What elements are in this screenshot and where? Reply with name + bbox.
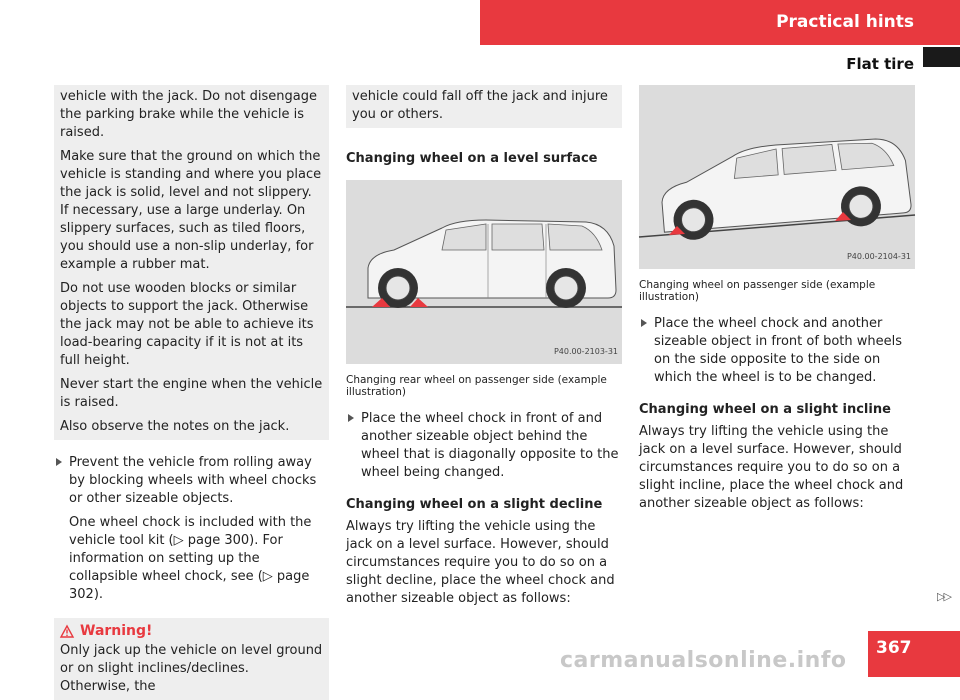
decline-text: Always try lifting the vehicle using the jack on a level surface. However, should circumstances require you to do so on a slight decline, place the wheel chock and another sizeable object as follows: xyxy=(346,519,615,606)
continued-next-page-icon: ▷▷ xyxy=(937,590,950,603)
step-place-chock-slope xyxy=(639,315,915,387)
warning-title: Warning! xyxy=(80,623,153,639)
car-slope-illustration xyxy=(639,85,915,269)
bullet-arrow-icon xyxy=(348,414,354,422)
step-prevent-rolling xyxy=(54,454,329,604)
figure-code: P40.00-2104-31 xyxy=(846,252,911,261)
safety-notice-box xyxy=(54,85,329,440)
warning-triangle-icon xyxy=(60,625,74,638)
incline-text: Always try lifting the vehicle using the jack on a level surface. However, should circumstances require you to do so on a slight incline, place the wheel chock and another sizeable object as follows: xyxy=(639,424,904,511)
warning-box xyxy=(54,618,329,700)
notice-paragraph: Also observe the notes on the jack. xyxy=(60,419,290,434)
heading-slight-incline: Changing wheel on a slight incline xyxy=(639,402,891,417)
heading-level-surface: Changing wheel on a level surface xyxy=(346,151,598,166)
figure-caption: Changing rear wheel on passenger side (example illustration) xyxy=(346,374,607,398)
watermark: carmanualsonline.info xyxy=(560,648,847,673)
step-place-chock-level xyxy=(346,410,622,482)
figure-level-surface xyxy=(346,180,622,364)
warning-text: Only jack up the vehicle on level ground or on slight inclines/declines. Otherwise, the xyxy=(60,643,323,694)
bullet-arrow-icon xyxy=(56,458,62,466)
bullet-arrow-icon xyxy=(641,319,647,327)
notice-paragraph: Never start the engine when the vehicle is raised. xyxy=(60,377,323,410)
warning-continued-text: vehicle could fall off the jack and injure you or others. xyxy=(352,89,608,122)
step-note: One wheel chock is included with the vehicle tool kit (▷ page 300). For information on setting up the collapsible wheel chock, see (▷ page 302). xyxy=(69,515,312,602)
car-level-illustration xyxy=(346,180,622,364)
warning-heading xyxy=(60,622,323,640)
page-number: 367 xyxy=(876,638,912,658)
step-text: Place the wheel chock in front of and another sizeable object behind the wheel that is diagonally opposite to the wheel being changed. xyxy=(361,411,619,480)
figure-caption: Changing wheel on passenger side (example illustration) xyxy=(639,279,876,303)
section-title: Practical hints xyxy=(776,12,914,32)
notice-paragraph: Do not use wooden blocks or similar objects to support the jack. Otherwise the jack may not be able to achieve its load-bearing capacity if it is not at its full height. xyxy=(60,281,314,368)
notice-paragraph: Make sure that the ground on which the vehicle is standing and where you place the jack is solid, level and not slippery. If necessary, use a large underlay. On slippery surfaces, such as tiled floors, you should use a non-slip underlay, for example a rubber mat. xyxy=(60,149,322,272)
subsection-title: Flat tire xyxy=(846,55,914,73)
step-text: Prevent the vehicle from rolling away by blocking wheels with wheel chocks or other sizeable objects. xyxy=(69,455,317,506)
header-tab-marker xyxy=(923,47,960,67)
column-3 xyxy=(639,85,915,513)
column-2 xyxy=(346,85,622,608)
warning-continued-box xyxy=(346,85,622,128)
figure-slope xyxy=(639,85,915,269)
column-1 xyxy=(54,85,329,700)
notice-paragraph: vehicle with the jack. Do not disengage the parking brake while the vehicle is raised. xyxy=(60,89,317,140)
heading-slight-decline: Changing wheel on a slight decline xyxy=(346,497,603,512)
figure-code: P40.00-2103-31 xyxy=(553,347,618,356)
step-text: Place the wheel chock and another sizeable object in front of both wheels on the side opposite to the side on which the wheel is to be changed. xyxy=(654,316,902,385)
